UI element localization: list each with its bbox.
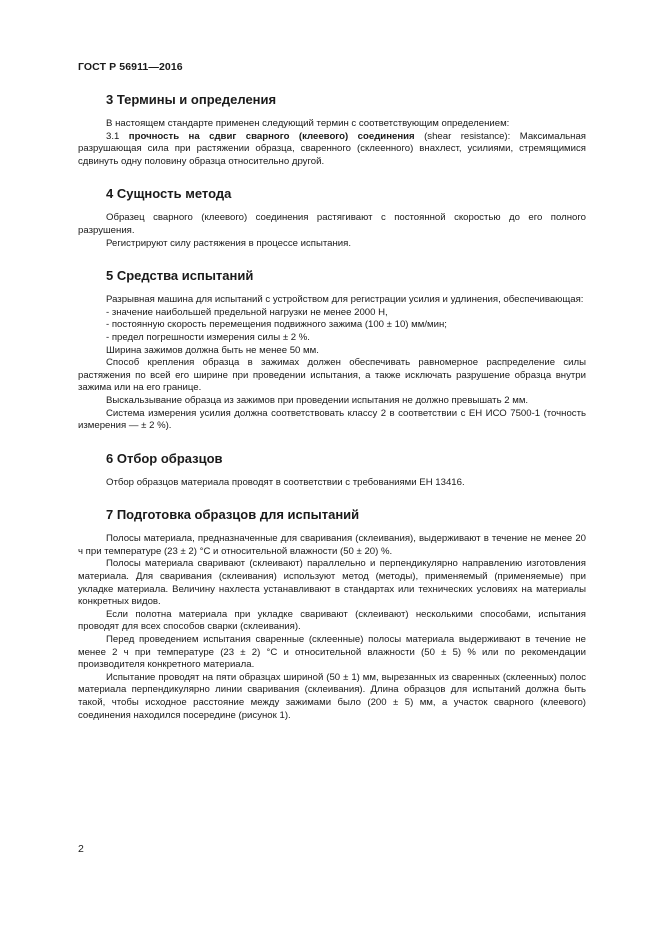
list-item: - постоянную скорость перемещения подвижного зажима (100 ± 10) мм/мин;	[106, 319, 447, 331]
section-7-p3: Если полотна материала при укладке сваривают (склеивают) несколькими способами, испытания проводят для всех способов сварки (склеивания).	[78, 608, 586, 633]
section-4-title: 4 Сущность метода	[106, 186, 232, 202]
section-4-p2: Регистрируют силу растяжения в процессе испытания.	[106, 237, 352, 249]
term-name: прочность на сдвиг сварного (клеевого) соединения	[128, 130, 415, 142]
section-7-p1: Полосы материала, предназначенные для сваривания (склеивания), выдерживают в течение не менее 20 ч при температуре (23 ± 2) °С и относительной влажности (50 ± 20) %.	[78, 533, 586, 557]
section-5-p5: Система измерения усилия должна соответствовать классу 2 в соответствии с ЕН ИСО 7500-1 (точность измерения — ± 2 %).	[78, 407, 586, 432]
document-code: ГОСТ Р 56911—2016	[78, 61, 183, 73]
term-number: 3.1	[106, 130, 129, 142]
section-3-intro: В настоящем стандарте применен следующий термин с соответствующим определением:	[106, 118, 510, 129]
term-definition	[78, 131, 586, 169]
section-5-p2: Ширина зажимов должна быть не менее 50 мм.	[106, 344, 319, 356]
section-6-title: 6 Отбор образцов	[106, 450, 223, 466]
section-7-p5: Испытание проводят на пяти образцах шириной (50 ± 1) мм, вырезанных из сваренных (склеенных) полос материала перпендикулярно линии сваривания (склеивания). Длина образцов для испытаний должна быть такой, чтобы исходное расстояние между зажимами было (200 ± 5) мм, а участок сварного (клеевого) соединения находился посередине (рисунок 1).	[78, 671, 586, 721]
section-5-p3: Способ крепления образца в зажимах должен обеспечивать равномерное распределение силы растяжения по всей его ширине при проведении испытания, а также исключать разрушение образца внутри зажима или на его границе.	[78, 357, 586, 394]
section-3-title: 3 Термины и определения	[106, 92, 277, 107]
document-body	[78, 92, 586, 722]
list-item: - значение наибольшей предельной нагрузки не менее 2000 Н,	[106, 306, 388, 318]
term-text: (shear resistance): Максимальная разрушающая сила при растяжении образца, сваренного (склеенного) внахлест, усилиями, стремящимися сдвинуть одну половину образца относительно другой.	[78, 130, 586, 167]
section-7-title: 7 Подготовка образцов для испытаний	[106, 507, 360, 523]
section-5-p1: Разрывная машина для испытаний с устройством для регистрации усилия и удлинения, обеспечивающая:	[106, 294, 584, 306]
section-5-title: 5 Средства испытаний	[106, 268, 254, 284]
section-7-p4: Перед проведением испытания сваренные (склеенные) полосы материала выдерживают в течение не менее 2 ч при температуре (23 ± 2) °С и относительной влажности (50 ± 5) % или по рекомендации производителя конкретного материала.	[78, 634, 586, 671]
section-4-p1: Образец сварного (клеевого) соединения растягивают с постоянной скоростью до его полного разрушения.	[78, 212, 586, 236]
page-number: 2	[78, 843, 84, 855]
list-item: - предел погрешности измерения силы ± 2 %.	[106, 331, 310, 343]
section-6-p1: Отбор образцов материала проводят в соответствии с требованиями ЕН 13416.	[106, 476, 465, 488]
section-5-p4: Выскальзывание образца из зажимов при проведении испытания не должно превышать 2 мм.	[106, 394, 529, 406]
section-7-p2: Полосы материала сваривают (склеивают) параллельно и перпендикулярно направлению изготовления материала. Для сваривания (склеивания) используют метод (методы), применяемый (применяемые) при укладке материала. Величину нахлеста устанавливают в стандартах или технических условиях на материалы конкретных видов.	[78, 558, 586, 608]
